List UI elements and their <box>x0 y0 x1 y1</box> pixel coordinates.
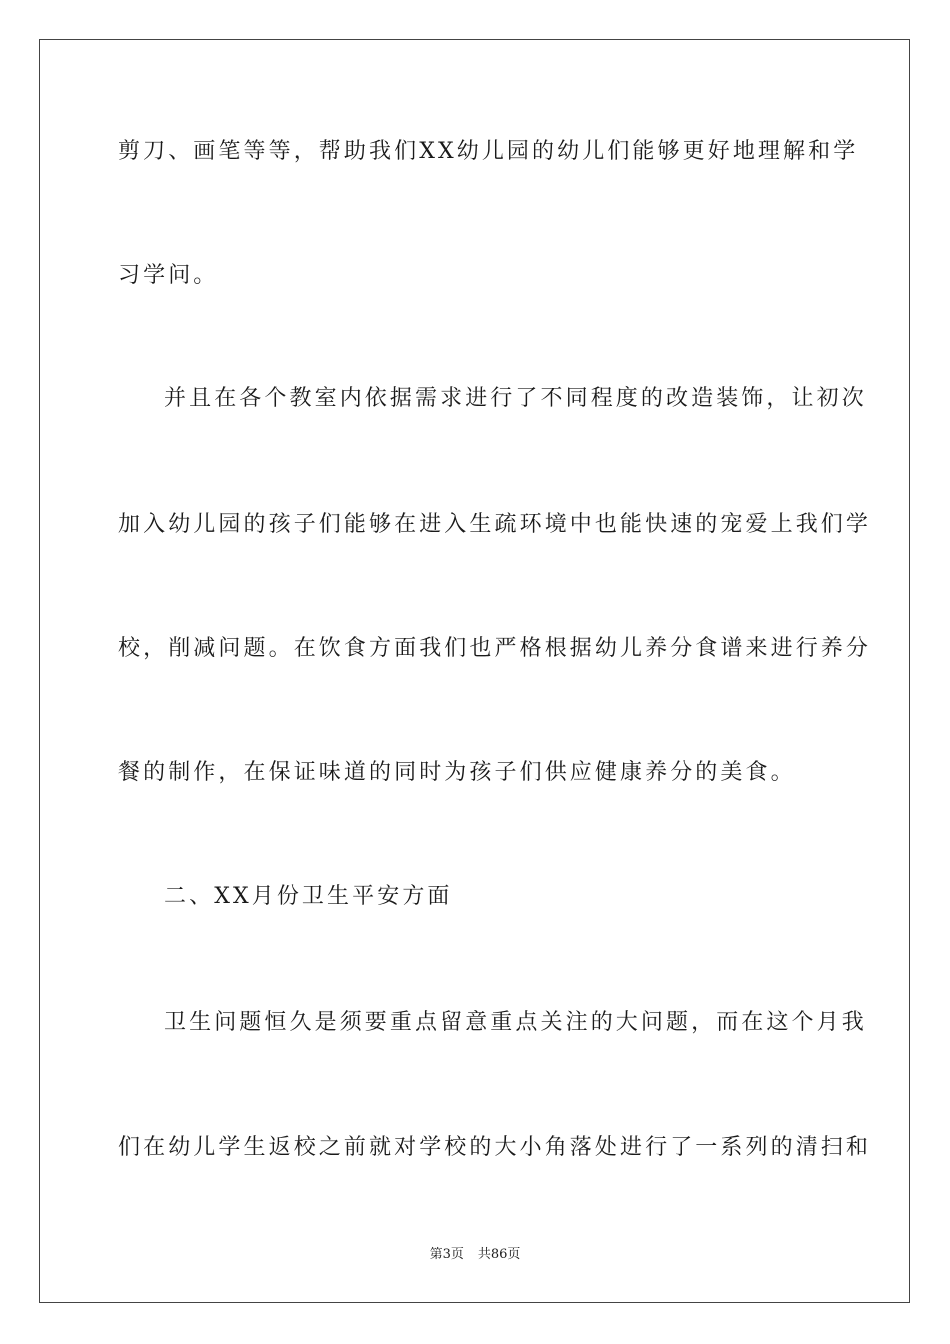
page-number: 第3页 <box>429 1247 464 1262</box>
paragraph-first-line: 卫生问题恒久是须要重点留意重点关注的大问题，而在这个月我 <box>164 1010 867 1035</box>
paragraph-first-line: 并且在各个教室内依据需求进行了不同程度的改造装饰，让初次 <box>164 386 867 411</box>
section-heading: 二、XX月份卫生平安方面 <box>164 884 453 909</box>
body-text-line: 们在幼儿学生返校之前就对学校的大小角落处进行了一系列的清扫和 <box>118 1135 872 1160</box>
page-footer <box>0 1246 950 1264</box>
body-text-line: 校，削减问题。在饮食方面我们也严格根据幼儿养分食谱来进行养分 <box>118 636 872 661</box>
body-text-line: 剪刀、画笔等等，帮助我们XX幼儿园的幼儿们能够更好地理解和学 <box>118 139 859 164</box>
body-text-line: 加入幼儿园的孩子们能够在进入生疏环境中也能快速的宠爱上我们学 <box>118 512 872 537</box>
total-pages: 共86页 <box>477 1247 521 1262</box>
body-text-line: 习学问。 <box>118 263 219 288</box>
body-text-line: 餐的制作，在保证味道的同时为孩子们供应健康养分的美食。 <box>118 760 796 785</box>
page-border <box>39 39 910 1303</box>
